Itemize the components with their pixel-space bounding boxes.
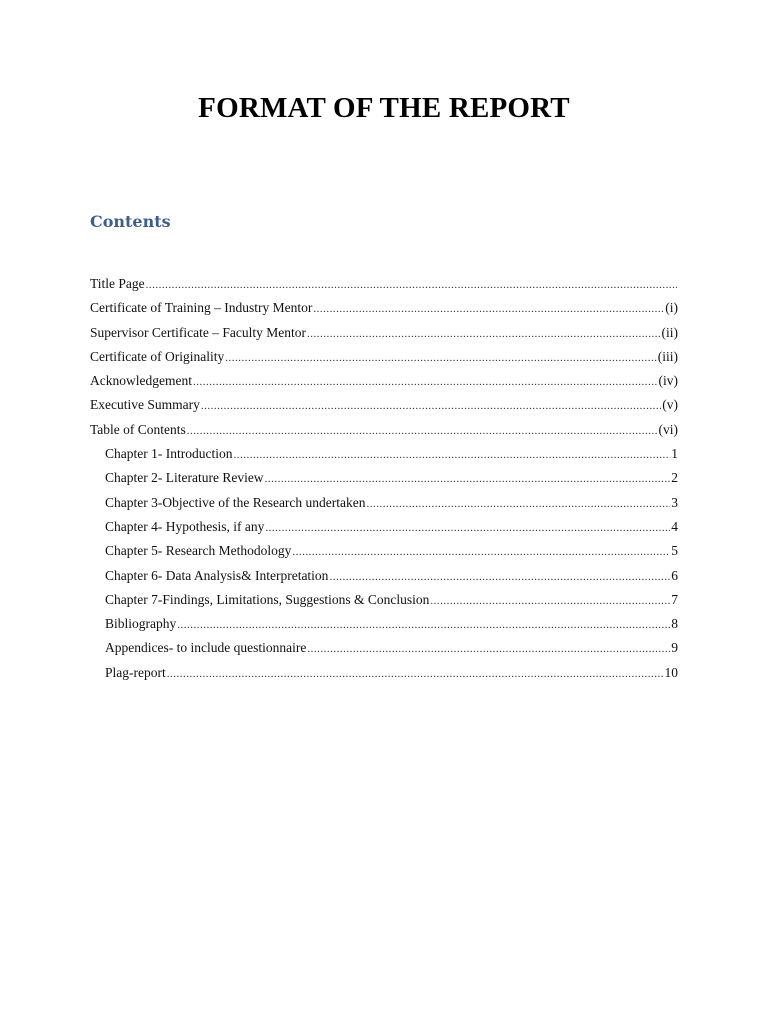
contents-heading: Contents [90,212,171,231]
toc-dot-leader [307,637,670,660]
toc-entry-label: Supervisor Certificate – Faculty Mentor [90,324,306,340]
toc-dot-leader [146,273,677,296]
toc-entry-page-number: 10 [664,664,678,680]
toc-entry[interactable] [90,345,678,369]
toc-entry-label: Chapter 5- Research Methodology [105,543,292,559]
toc-entry-label: Certificate of Originality [90,348,225,364]
toc-dot-leader [187,419,658,442]
toc-dot-leader [265,467,671,490]
toc-entry-page-number: 6 [671,567,678,583]
toc-entry[interactable] [90,466,678,490]
toc-entry[interactable] [90,442,678,466]
toc-dot-leader [225,346,657,369]
toc-dot-leader [307,322,661,345]
toc-entry-label: Table of Contents [90,421,186,437]
toc-entry-label: Chapter 7-Findings, Limitations, Suggestions & Conclusion [105,591,430,607]
toc-entry-label: Chapter 2- Literature Review [105,470,264,486]
toc-entry-page-number: (i) [665,300,678,316]
toc-dot-leader [367,492,671,515]
toc-dot-leader [313,297,664,320]
toc-entry[interactable] [90,539,678,563]
toc-entry[interactable] [90,418,678,442]
toc-entry-page-number: 1 [671,446,678,462]
toc-entry-page-number: 2 [671,470,678,486]
toc-entry[interactable] [90,296,678,320]
toc-entry-page-number: 3 [671,494,678,510]
toc-entry[interactable] [90,588,678,612]
toc-entry-page-number: (iii) [657,348,678,364]
toc-dot-leader [201,394,661,417]
toc-entry-page-number: 4 [671,518,678,534]
toc-dot-leader [329,565,670,588]
toc-entry-label: Certificate of Training – Industry Mentor [90,300,313,316]
table-of-contents [90,272,678,685]
toc-entry[interactable] [90,369,678,393]
toc-entry[interactable] [90,564,678,588]
toc-entry-page-number: (ii) [661,324,678,340]
toc-entry[interactable] [90,321,678,345]
toc-entry-label: Appendices- to include questionnaire [105,640,307,656]
document-title: FORMAT OF THE REPORT [198,92,570,124]
toc-dot-leader [233,443,670,466]
toc-entry[interactable] [90,393,678,417]
toc-dot-leader [265,516,670,539]
toc-entry-page-number: (iv) [658,373,678,389]
toc-entry-label: Chapter 3-Objective of the Research undertaken [105,494,366,510]
toc-entry-page-number: 8 [671,616,678,632]
toc-entry-label: Plag-report [105,664,166,680]
toc-entry-page-number: (vi) [658,421,678,437]
toc-dot-leader [167,662,664,685]
toc-dot-leader [292,540,670,563]
toc-dot-leader [177,613,670,636]
toc-entry[interactable] [90,272,678,296]
toc-entry-page-number: 9 [671,640,678,656]
toc-entry[interactable] [90,612,678,636]
toc-entry-label: Executive Summary [90,397,200,413]
toc-dot-leader [193,370,658,393]
toc-entry-label: Acknowledgement [90,373,192,389]
toc-entry[interactable] [90,515,678,539]
toc-entry[interactable] [90,491,678,515]
toc-entry-page-number: 5 [671,543,678,559]
toc-entry[interactable] [90,636,678,660]
toc-entry[interactable] [90,661,678,685]
toc-entry-page-number: (v) [662,397,678,413]
toc-entry-label: Title Page [90,276,145,291]
toc-entry-label: Bibliography [105,616,177,632]
toc-dot-leader [430,589,670,612]
toc-entry-label: Chapter 6- Data Analysis& Interpretation [105,567,329,583]
toc-entry-page-number: 7 [671,591,678,607]
toc-entry-label: Chapter 1- Introduction [105,446,233,462]
toc-entry-label: Chapter 4- Hypothesis, if any [105,518,265,534]
